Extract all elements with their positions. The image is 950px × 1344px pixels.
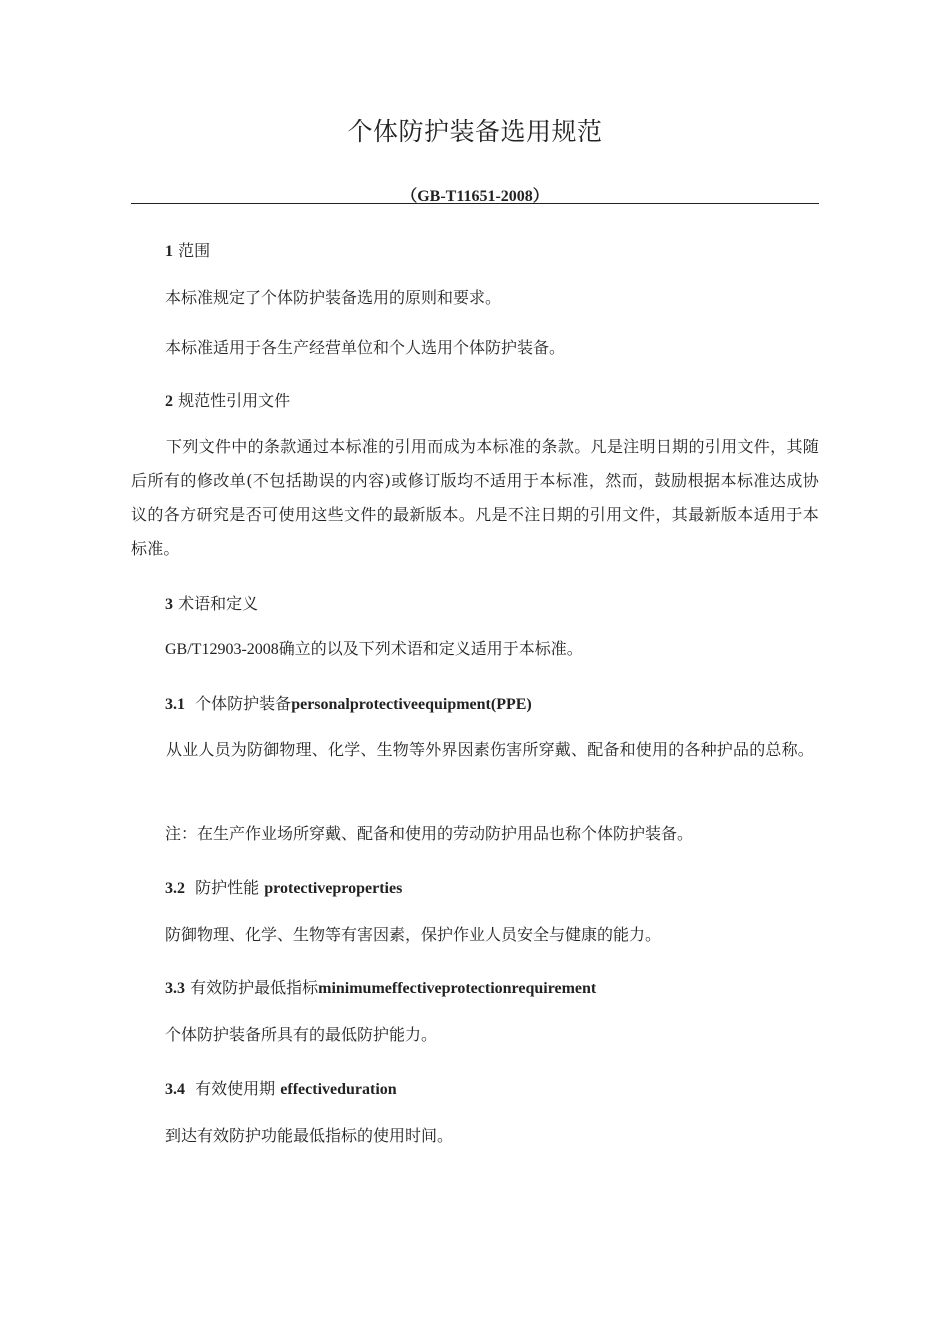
term-3-1-note: 注：在生产作业场所穿戴、配备和使用的劳动防护用品也称个体防护装备。	[165, 824, 694, 843]
term-3-3-cn: 有效防护最低指标	[190, 978, 319, 997]
term-3-2-cn: 防护性能	[195, 878, 260, 897]
section-3-paragraph: GB/T12903-2008确立的以及下列术语和定义适用于本标准。	[165, 641, 583, 658]
term-3-2-definition: 防御物理、化学、生物等有害因素，保护作业人员安全与健康的能力。	[165, 925, 662, 944]
term-3-3-en: minimumeffectiveprotectionrequirement	[318, 980, 597, 997]
term-3-3-number: 3.3	[165, 980, 185, 997]
term-3-4-cn: 有效使用期	[195, 1079, 276, 1098]
title-divider	[131, 203, 819, 204]
term-3-4-en: effectiveduration	[280, 1081, 397, 1098]
term-3-1-number: 3.1	[165, 696, 185, 713]
section-2-paragraph: 下列文件中的条款通过本标准的引用而成为本标准的条款。凡是注明日期的引用文件，其随后所有的修改单(不包括勘误的内容)或修订版均不适用于本标准，然而，鼓励根据本标准达成协议的各方研究是否可使用这些文件的最新版本。凡是不注日期的引用文件，其最新版本适用于本标准。	[131, 437, 819, 558]
section-1-title: 范围	[178, 241, 211, 260]
section-2-number: 2	[165, 393, 173, 410]
term-3-1-cn: 个体防护装备	[195, 694, 292, 713]
term-3-2-number: 3.2	[165, 880, 185, 897]
term-3-1-en: personalprotectiveequipment(PPE)	[291, 696, 532, 713]
section-3-title: 术语和定义	[178, 594, 259, 613]
section-1-number: 1	[165, 243, 173, 260]
term-3-1-definition: 从业人员为防御物理、化学、生物等外界因素伤害所穿戴、配备和使用的各种护品的总称。	[166, 740, 815, 759]
section-3-number: 3	[165, 596, 173, 613]
term-3-4-number: 3.4	[165, 1081, 185, 1098]
term-3-4-heading	[165, 1079, 397, 1100]
standard-code-text: （GB-T11651-2008）	[401, 188, 549, 205]
section-1-heading	[165, 241, 210, 262]
section-1-paragraph-1: 本标准规定了个体防护装备选用的原则和要求。	[165, 288, 502, 307]
section-1-paragraph-2: 本标准适用于各生产经营单位和个人选用个体防护装备。	[165, 338, 566, 357]
section-3-heading	[165, 594, 258, 615]
term-3-3-heading	[165, 978, 596, 999]
term-3-4-definition: 到达有效防护功能最低指标的使用时间。	[165, 1126, 454, 1145]
term-3-1-heading	[165, 694, 532, 715]
section-2-heading	[165, 391, 290, 412]
document-title: 个体防护装备选用规范	[347, 117, 603, 146]
section-2-title: 规范性引用文件	[178, 391, 291, 410]
term-3-2-en: protectiveproperties	[264, 880, 403, 897]
term-3-3-definition: 个体防护装备所具有的最低防护能力。	[165, 1025, 438, 1044]
term-3-2-heading	[165, 878, 402, 899]
